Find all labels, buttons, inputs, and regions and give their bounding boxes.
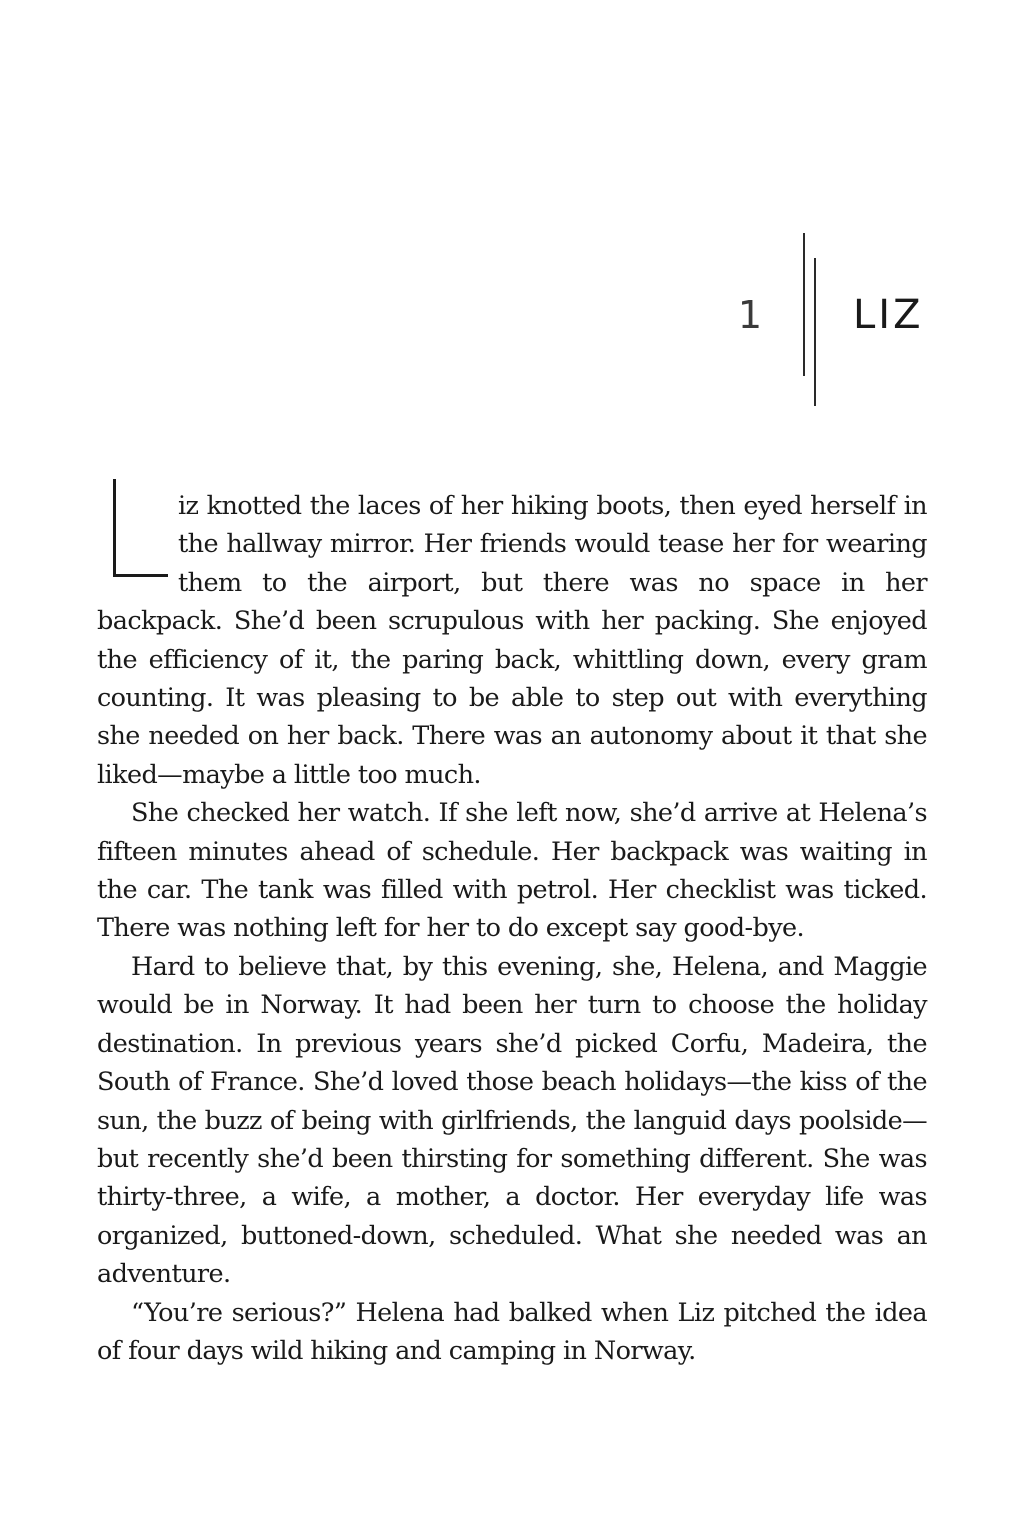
chapter-title: LIZ: [853, 292, 924, 338]
chapter-divider-rule: [803, 233, 805, 376]
paragraph: [97, 487, 927, 794]
drop-cap-stroke-vertical: [113, 479, 116, 577]
paragraph-text: iz knotted the laces of her hiking boots, then eyed herself in the hallway mirror. Her friends would tease her for wearing them to the airport, but there was no space in her backpack. She’d been scrupulous with her packing. She enjoyed the efficiency of it, the paring back, whittling down, every gram counting. It was pleasing to be able to step out with everything she needed on her back. There was an autonomy about it that she liked—maybe a little too much.: [97, 491, 927, 790]
drop-cap: [97, 487, 178, 599]
chapter-body: [97, 487, 927, 1370]
paragraph: Hard to believe that, by this evening, she, Helena, and Maggie would be in Norway. It had been her turn to choose the holiday destination. In previous years she’d picked Corfu, Madeira, the South of France. She’d loved those beach holidays—the kiss of the sun, the buzz of being with girlfriends, the languid days poolside—but recently she’d been thirsting for something different. She was thirty-three, a wife, a mother, a doctor. Her everyday life was organized, buttoned-down, scheduled. What she needed was an adventure.: [97, 951, 927, 1290]
drop-cap-stroke-horizontal: [113, 574, 168, 577]
chapter-divider-rule: [814, 258, 816, 406]
paragraph: She checked her watch. If she left now, she’d arrive at Helena’s fifteen minutes ahead of schedule. Her backpack was waiting in the car. The tank was filled with petrol. Her checklist was ticked. There was nothing left for her to do except say good-bye.: [97, 798, 927, 944]
chapter-number: 1: [737, 293, 763, 337]
drop-cap-letter: [97, 487, 98, 488]
paragraph: “You’re serious?” Helena had balked when Liz pitched the idea of four days wild hiking and camping in Norway.: [97, 1297, 927, 1366]
